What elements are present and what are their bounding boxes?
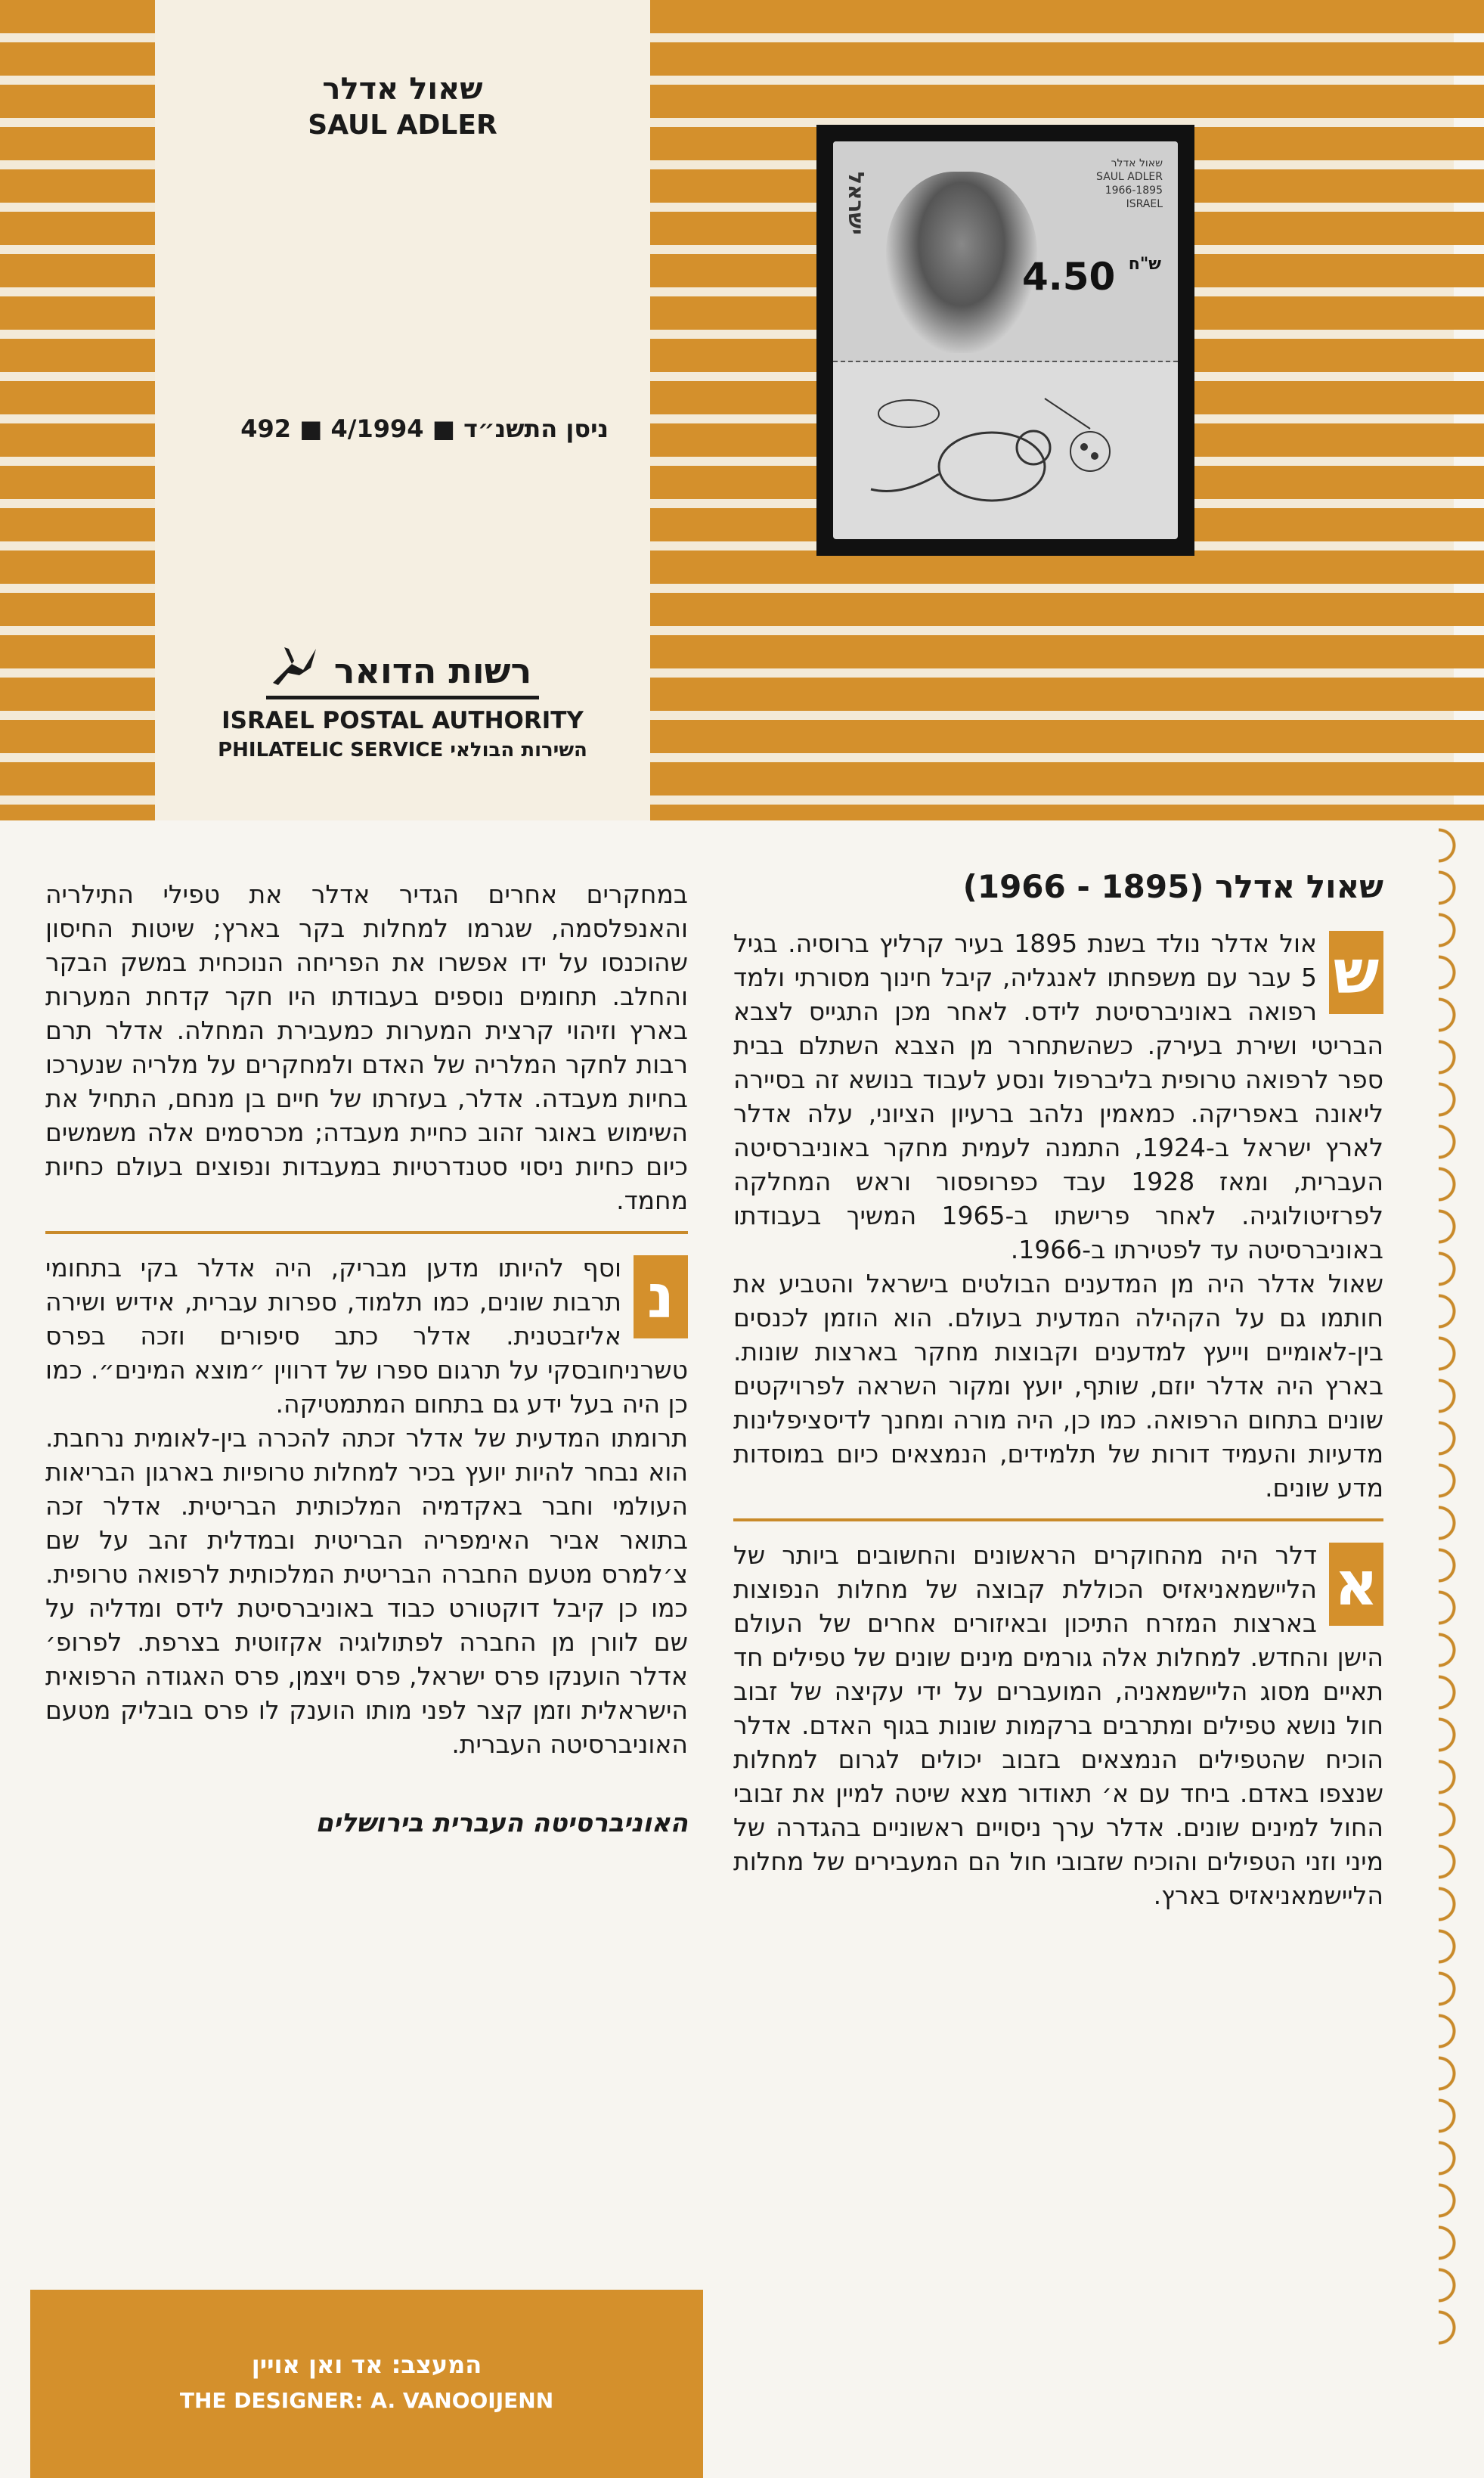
stamp-value-number: 4.50 <box>1021 255 1116 299</box>
stamp-caption-line: 1966-1895 <box>1104 185 1163 197</box>
stamp-caption <box>1096 157 1163 211</box>
section-divider <box>733 1518 1383 1521</box>
article-right-column <box>733 870 1383 1912</box>
stamp-currency: ש"ח <box>1128 255 1161 274</box>
designer-box <box>30 2290 703 2478</box>
postal-authority-logo <box>155 650 650 761</box>
portrait-image <box>886 172 1037 353</box>
stamp-caption-line: שאול אדלר <box>1111 157 1163 169</box>
title-panel <box>155 0 650 820</box>
designer-english: THE DESIGNER: A. VANOOIJENN <box>179 2388 554 2413</box>
deer-logo-icon <box>269 641 322 687</box>
article-paragraph: וסף להיותו מדען מבריק, היה אדלר בקי בתחומי תרבות שונים, כמו תלמוד, ספרות עברית, אידיש ושירה אליזבטנית. אדלר כתב סיפורים וזכה בפרס טשרניחובסקי על תרגום ספרו של דרווין ״מוצא המינים״. כמו כן היה בעל ידע גם בתחום המתמטיקה. <box>45 1253 688 1419</box>
stamp-face-area <box>833 141 1178 362</box>
section-divider <box>45 1231 688 1234</box>
stamp-caption-line: ISRAEL <box>1126 198 1163 210</box>
article-paragraph: במחקרים אחרים הגדיר אדלר את טפילי התילריה והאנפלסמה, שגרמו למחלות בקר בארץ; שיטות החיסון שהוכנסו על ידו אפשרו את הפריחה הנוכחית במשק הבקר והחלב. תחומים נוספים בעבודתו היו חקר קדחת המערות בארץ וזיהוי קרצית המערות כמעבירת המחלה. אדלר תרם רבות לחקר המלריה של האדם ולמחקרים על מלריה שנערכו בחיות מעבדה. אדלר, בעזרתו של חיים בן מנחם, התחיל את השימוש באוגר זהוב כחיית מעבדה; מכרסמים אלה משמשים כיום כחיות ניסוי סטנדרטיות במעבדות ונפוצים בעולם כחיות מחמד. <box>45 879 688 1215</box>
article-left-column <box>45 877 688 1841</box>
logo-english: ISRAEL POSTAL AUTHORITY <box>222 707 584 734</box>
article-paragraph: אול אדלר נולד בשנת 1895 בעיר קרליץ ברוסיה. בגיל 5 עבר עם משפחתו לאנגליה, קיבל חינוך מסורתי ולמד רפואה באוניברסיטת לידס. לאחר מכן התגייס לצבא הבריטי ושירת בעירק. כשהשתחרר מן הצבא השתלם בבית ספר לרפואה טרופית בליברפול ונסע לעבוד בנושא זה בסיירה ליאונה באפריקה. כמאמין נלהב ברעיון הציוני, עלה אדלר לארץ ישראל ב-1924, התמנה לעמית מחקר באוניברסיטה העברית, ומאז 1928 עבד כפרופסור וראש המחלקה לפרזיטולוגיה. לאחר פרישתו ב-1965 המשיך בעבודתו באוניברסיטה עד לפטירתו ב-1966. <box>733 929 1383 1264</box>
logo-hebrew-text: רשות הדואר <box>333 650 532 691</box>
logo-hebrew <box>266 650 539 699</box>
dropcap: ש <box>1329 931 1383 1014</box>
issue-line: ניסן התשנ״ד ■ 4/1994 ■ 492 <box>240 414 609 443</box>
perforation-edge <box>1439 824 1484 2352</box>
title-block <box>155 72 650 141</box>
dropcap: א <box>1329 1543 1383 1626</box>
article-paragraph: תרומתו המדעית של אדלר זכתה להכרה בין-לאומית נרחבת. הוא נבחר להיות יועץ בכיר למחלות טרופיות בארגון הבריאות העולמי וחבר באקדמיה המלכותית הבריטית. אדלר זכה בתואר אביר האימפריה הבריטית ובמדלית זהב על שם צ׳למרס מטעם החברה הבריטית המלכותית לרפואה טרופית. כמו כן קיבל דוקטורט כבוד באוניברסיטת לידס ומדליה על שם לוורן מן החברה לפתולוגיה אקזוטית בצרפת. לפרופ׳ אדלר הוענקו פרס ישראל, פרס ויצמן, פרס האגודה הרפואית הישראלית וזמן קצר לפני מותו הוענק לו פרס בובליק מטעם האוניברסיטה העברית. <box>45 1423 688 1759</box>
article-heading: שאול אדלר (1895 - 1966) <box>962 868 1383 905</box>
article-paragraph: שאול אדלר היה מן המדענים הבולטים בישראל והטביע את חותמו גם על הקהילה המדעית בעולם. הוא הוזמן לכנסים בין-לאומיים וייעץ למדענים וקבוצות מחקר בארצות שונות. בארץ היה אדלר יוזם, שותף, יועץ ומקור השראה לפרויקטים שונים בתחום הרפואה. כמו כן, היה מורה ומחנך לדיסציפלינות מדעיות והעמיד דורות של תלמידים, הנמצאים כיום במוסדות מדע שונים. <box>733 1269 1383 1503</box>
logo-service: PHILATELIC SERVICE השירות הבולאי <box>218 739 587 761</box>
stamp-caption-line: SAUL ADLER <box>1096 171 1163 183</box>
title-english: SAUL ADLER <box>308 110 497 141</box>
stamp-frame <box>816 125 1194 556</box>
article-paragraph: דלר היה מהחוקרים הראשונים והחשובים ביותר של הליישמאניאזיס הכוללת קבוצה של מחלות הנפוצות בארצות המזרח התיכון ובאיזורים אחרים של העולם הישן והחדש. למחלות אלה גורמים מינים שונים של טפילים חד תאיים מסוג הליישמאניה, המועברים על ידי עקיצה של זבוב חול נושא טפילים ומתרבים ברקמות שונות בגוף האדם. אדלר הוכיח שהטפילים הנמצאים בזבוב יכולים לגרום למחלות שנצפו באדם. ביחד עם א׳ תאודור מצא שיטה למיין את זבובי החול למינים שונים. אדלר ערך ניסויים ראשוניים בהגדרה של מיני וזני הטפילים והוכיח שזבובי חול הם המעבירים של מחלות הליישמאניאזיס בארץ. <box>733 1540 1383 1910</box>
stamp-value <box>1022 255 1161 299</box>
stamp-country: ישראל <box>844 172 869 235</box>
hamster-drawing-icon <box>863 383 1135 519</box>
signature: האוניברסיטה העברית בירושלים <box>315 1808 688 1838</box>
title-hebrew: שאול אדלר <box>322 72 483 107</box>
designer-hebrew: המעצב: אד ואן אויין <box>251 2350 482 2379</box>
stamp <box>833 141 1178 539</box>
dropcap: נ <box>634 1255 688 1338</box>
